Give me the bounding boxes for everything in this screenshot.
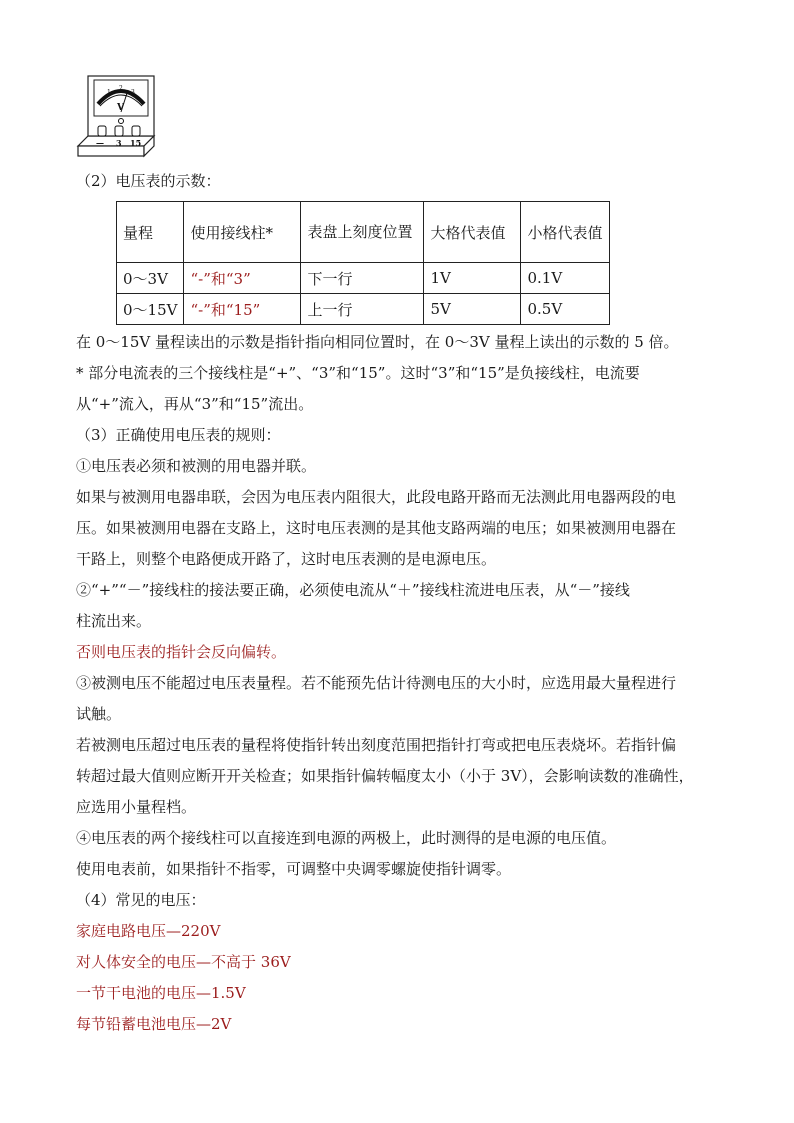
paragraph: 压。如果被测用电器在支路上，这时电压表测的是其他支路两端的电压；如果被测用电器在 [76,519,677,537]
scale-mark: 1 [107,89,111,96]
terminal-negative [98,126,106,136]
scale-mark: 3 [131,89,135,96]
table-cell: “-”和“3” [184,263,301,294]
zero-adjust-screw [119,119,124,124]
terminal-15 [132,126,140,136]
table-cell: 0.1V [521,263,610,294]
table-header-row [117,202,610,263]
paragraph: 柱流出来。 [76,612,152,630]
terminal-label: — [96,138,104,148]
table-cell: “-”和“15” [184,294,301,325]
paragraph: 在 0～15V 量程读出的示数是指针指向相同位置时，在 0～3V 量程上读出的示数的 5 倍。 [76,333,679,351]
paragraph: * 部分电流表的三个接线柱是“+”、“3”和“15”。这时“3”和“15”是负接线柱，电流要 [76,364,640,382]
document-body [76,166,726,1040]
terminal-3 [115,126,123,136]
rule-1: ①电压表必须和被测的用电器并联。 [76,457,317,475]
paragraph: 使用电表前，如果指针不指零，可调整中央调零螺旋使指针调零。 [76,860,512,878]
rule-4: ④电压表的两个接线柱可以直接连到电源的两极上，此时测得的是电源的电压值。 [76,829,617,847]
voltage-item: 对人体安全的电压—不高于 36V [76,953,291,971]
rule-2: ②“+”“－”接线柱的接法要正确，必须使电流从“＋”接线柱流进电压表，从“－”接线 [76,581,630,599]
meter-label: V [117,103,124,113]
paragraph: 从“+”流入，再从“3”和“15”流出。 [76,395,314,413]
paragraph: 如果与被测用电器串联，会因为电压表内阻很大，此段电路开路而无法测此用电器两段的电 [76,488,677,506]
table-header-cell: 表盘上刻度位置 [301,202,424,263]
table-row [117,294,610,325]
table-cell: 0.5V [521,294,610,325]
table-header-cell: 小格代表值 [521,202,610,263]
section-2-title: （2）电压表的示数： [76,172,221,190]
rule-3: ③被测电压不能超过电压表量程。若不能预先估计待测电压的大小时，应选用最大量程进行 [76,674,677,692]
table-cell: 上一行 [301,294,424,325]
voltage-item: 一节干电池的电压—1.5V [76,984,246,1002]
terminal-label: 15 [130,138,142,148]
paragraph: 试触。 [76,705,122,723]
table-cell: 1V [424,263,521,294]
table-cell: 0～3V [117,263,184,294]
table-row [117,263,610,294]
voltage-item: 家庭电路电压—220V [76,922,221,940]
table-cell: 5V [424,294,521,325]
paragraph: 应选用小量程档。 [76,798,197,816]
table-header-cell: 量程 [117,202,184,263]
paragraph: 若被测电压超过电压表的量程将使指针转出刻度范围把指针打弯或把电压表烧坏。若指针偏 [76,736,677,754]
table-cell: 下一行 [301,263,424,294]
section-3-title: （3）正确使用电压表的规则： [76,426,281,444]
paragraph: 转超过最大值则应断开开关检查；如果指针偏转幅度太小（小于 3V），会影响读数的准确性， [76,767,694,785]
table-header-cell: 大格代表值 [424,202,521,263]
voltmeter-illustration [76,74,156,158]
highlight-note: 否则电压表的指针会反向偏转。 [76,643,287,661]
voltmeter-range-table [116,201,610,325]
voltage-item: 每节铅蓄电池电压—2V [76,1015,232,1033]
paragraph: 干路上，则整个电路便成开路了，这时电压表测的是电源电压。 [76,550,497,568]
section-4-title: （4）常见的电压： [76,891,206,909]
table-cell: 0～15V [117,294,184,325]
table-header-cell: 使用接线柱* [184,202,301,263]
scale-mark: 2 [119,85,123,92]
terminal-label: 3 [116,138,122,148]
